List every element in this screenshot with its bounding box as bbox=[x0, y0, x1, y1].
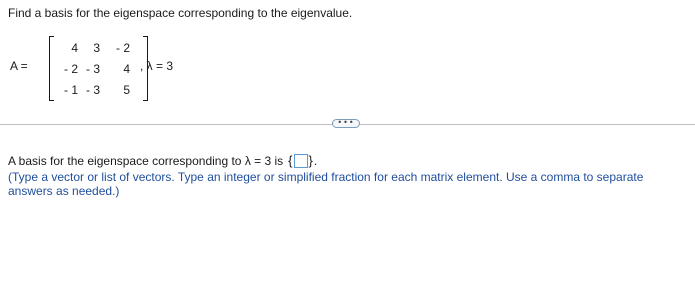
matrix-block bbox=[10, 34, 210, 104]
more-options-button[interactable]: ••• bbox=[332, 119, 360, 128]
answer-line bbox=[8, 153, 317, 168]
matrix-cell: - 1 bbox=[63, 83, 78, 97]
matrix-cell: - 2 bbox=[63, 62, 78, 76]
matrix-cell: - 3 bbox=[85, 62, 100, 76]
answer-input[interactable] bbox=[294, 154, 308, 168]
hint-text: (Type a vector or list of vectors. Type an integer or simplified fraction for each matrix element. Use a comma to separate answers as needed.) bbox=[8, 170, 644, 198]
matrix-left-bracket bbox=[49, 36, 54, 101]
matrix-cell: 5 bbox=[123, 83, 130, 97]
matrix-grid bbox=[57, 38, 141, 101]
eigenvalue-text: , λ = 3 bbox=[140, 59, 174, 73]
matrix-cell: 3 bbox=[93, 41, 100, 55]
matrix-cell: 4 bbox=[71, 41, 78, 55]
close-brace: } bbox=[308, 153, 313, 168]
matrix-cell: - 3 bbox=[85, 83, 100, 97]
answer-suffix: . bbox=[313, 153, 318, 168]
matrix-cell: 4 bbox=[123, 62, 130, 76]
open-brace: { bbox=[288, 153, 293, 168]
matrix-label: A = bbox=[10, 59, 28, 73]
matrix-cell: - 2 bbox=[115, 41, 130, 55]
answer-prefix: A basis for the eigenspace corresponding to λ = 3 is bbox=[8, 153, 284, 168]
question-text: Find a basis for the eigenspace corresponding to the eigenvalue. bbox=[8, 6, 353, 20]
